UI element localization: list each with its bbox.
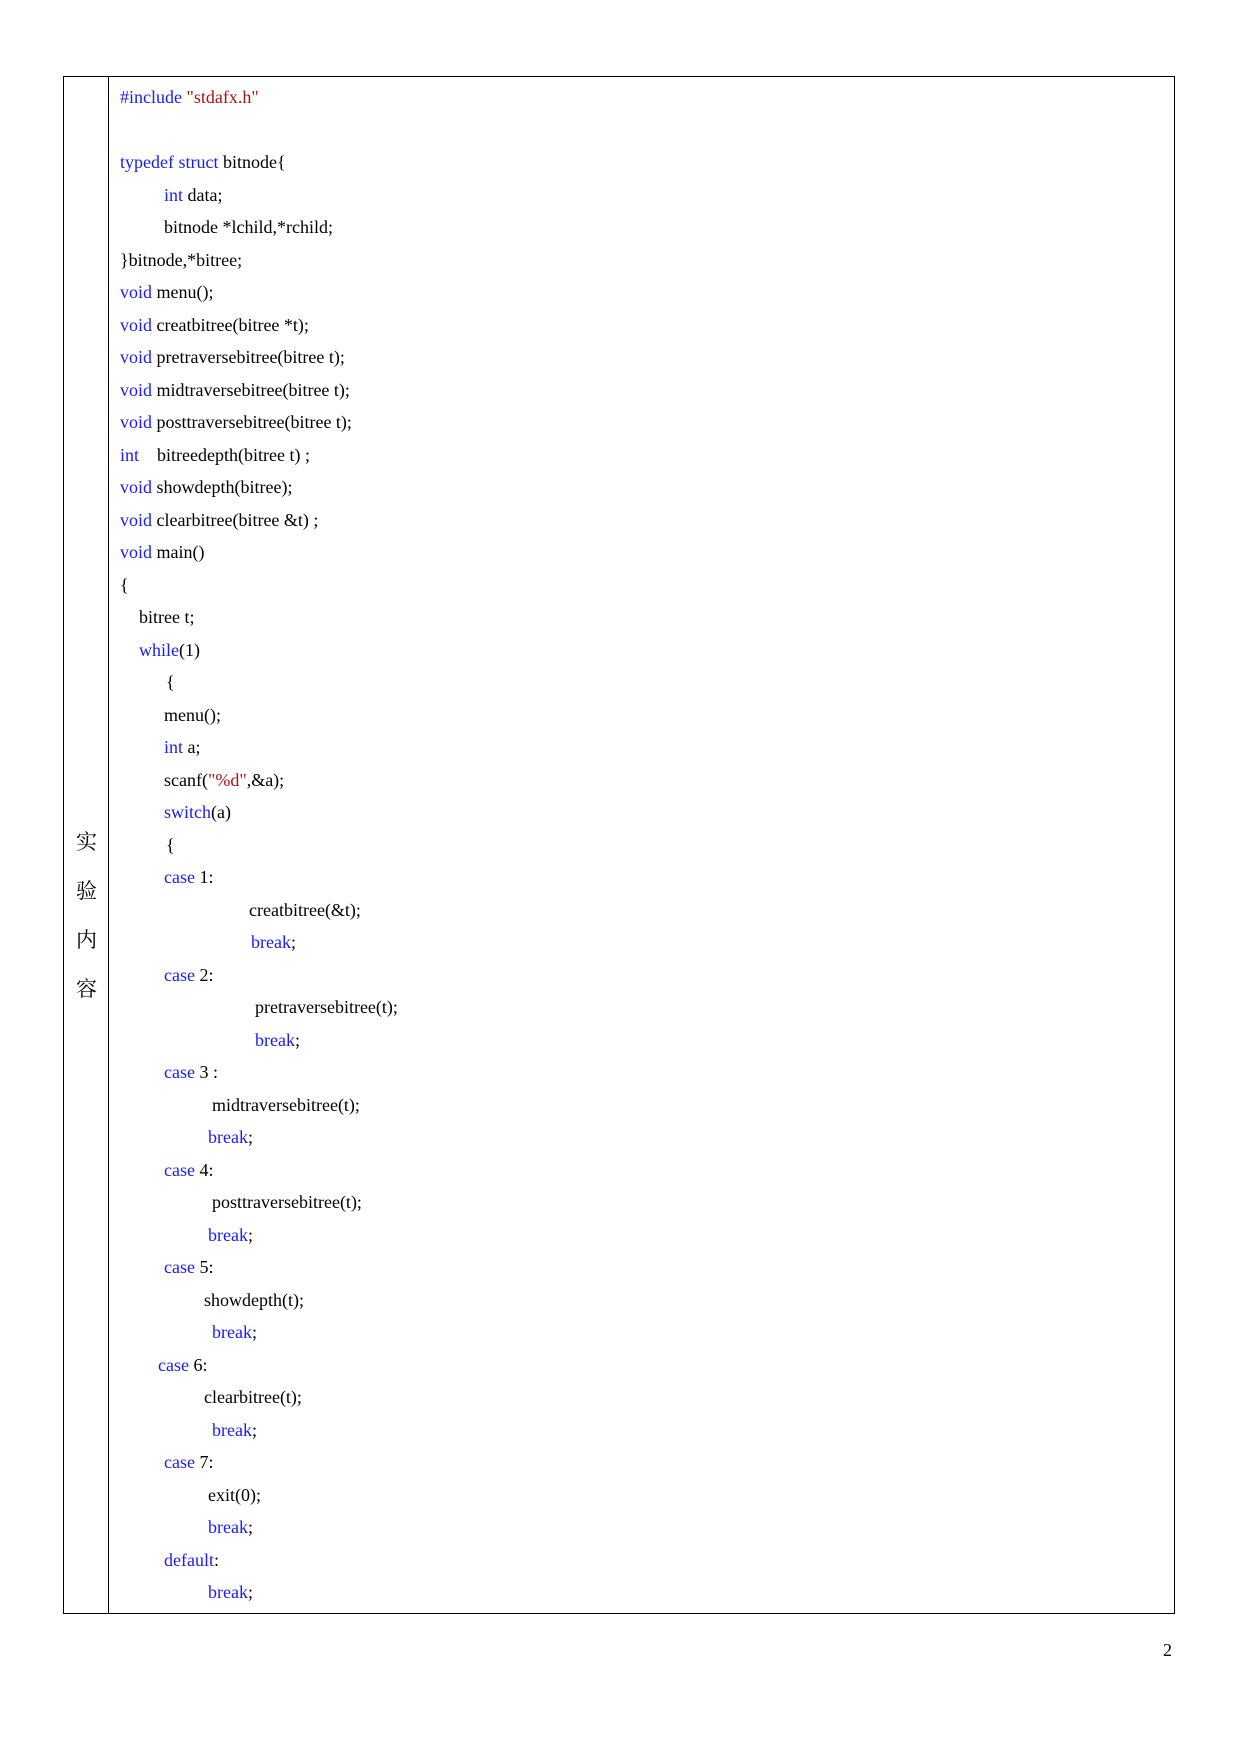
code-line	[120, 249, 242, 271]
code-text: ;	[294, 1030, 300, 1050]
code-line	[208, 1224, 253, 1246]
code-keyword: void	[120, 477, 157, 497]
code-text: menu();	[156, 282, 214, 302]
code-keyword: case	[164, 1160, 200, 1180]
code-text: ;	[247, 1127, 253, 1147]
code-line	[164, 216, 333, 238]
code-line	[251, 931, 296, 953]
code-string: "%d"	[207, 770, 247, 790]
code-keyword: void	[120, 542, 157, 562]
code-keyword: void	[120, 282, 157, 302]
code-text: 5:	[199, 1257, 214, 1277]
code-line	[120, 281, 214, 303]
code-line	[255, 996, 398, 1018]
code-line	[120, 574, 129, 596]
code-line	[164, 736, 201, 758]
code-text: (1)	[179, 640, 200, 660]
code-keyword: while	[139, 640, 179, 660]
code-keyword: break	[208, 1127, 248, 1147]
code-string: "stdafx.h"	[186, 87, 259, 107]
code-text: 3 :	[199, 1062, 218, 1082]
code-line	[212, 1094, 360, 1116]
code-keyword: switch	[164, 802, 211, 822]
code-line	[164, 704, 221, 726]
code-line	[164, 1549, 219, 1571]
code-line	[120, 314, 309, 336]
code-text: a;	[187, 737, 201, 757]
code-text: showdepth(bitree);	[156, 477, 293, 497]
code-text: ;	[247, 1582, 253, 1602]
code-keyword: case	[164, 1257, 200, 1277]
code-line	[120, 444, 310, 466]
code-keyword: void	[120, 315, 157, 335]
code-text: main()	[156, 542, 205, 562]
code-keyword: #include	[120, 87, 187, 107]
section-label-column	[64, 77, 109, 1613]
code-line	[208, 1126, 253, 1148]
code-line	[204, 1386, 302, 1408]
code-text: ;	[251, 1420, 257, 1440]
code-line	[139, 606, 194, 628]
code-text: (a)	[211, 802, 231, 822]
code-text: {	[120, 575, 129, 595]
code-text: creatbitree(bitree *t);	[156, 315, 309, 335]
code-keyword: case	[164, 867, 200, 887]
code-text: clearbitree(bitree &t) ;	[156, 510, 319, 530]
code-keyword: int	[120, 445, 144, 465]
code-text: bitnode *lchild,*rchild;	[164, 217, 333, 237]
code-keyword: void	[120, 380, 157, 400]
section-label-char: 容	[76, 977, 97, 1001]
experiment-table	[63, 76, 1175, 1614]
code-line	[120, 476, 292, 498]
code-keyword: break	[212, 1322, 252, 1342]
code-text: bitnode{	[222, 152, 286, 172]
code-line	[255, 1029, 300, 1051]
code-keyword: int	[164, 737, 188, 757]
code-line	[208, 1516, 253, 1538]
code-line	[166, 834, 175, 856]
code-line	[208, 1484, 261, 1506]
code-line	[120, 379, 350, 401]
code-text: menu();	[164, 705, 221, 725]
code-line	[164, 1256, 214, 1278]
section-label-char: 验	[76, 879, 97, 903]
code-listing	[120, 77, 1174, 1613]
code-text: ;	[247, 1225, 253, 1245]
code-keyword: default	[164, 1550, 214, 1570]
code-line	[212, 1191, 362, 1213]
code-line	[249, 899, 361, 921]
code-line	[164, 184, 223, 206]
code-line	[164, 1451, 214, 1473]
code-keyword: void	[120, 412, 157, 432]
code-text: showdepth(t);	[204, 1290, 304, 1310]
code-text: :	[213, 1550, 219, 1570]
code-text: 6:	[193, 1355, 208, 1375]
code-text: }bitnode,*bitree;	[120, 250, 243, 270]
code-text: midtraversebitree(t);	[212, 1095, 360, 1115]
code-line	[164, 1061, 218, 1083]
code-text: bitree t;	[139, 607, 195, 627]
code-keyword: break	[212, 1420, 252, 1440]
code-keyword: void	[120, 510, 157, 530]
code-text: 2:	[199, 965, 214, 985]
code-keyword: break	[208, 1582, 248, 1602]
code-text: {	[166, 672, 175, 692]
code-text: ;	[247, 1517, 253, 1537]
code-keyword: case	[158, 1355, 194, 1375]
section-label-char: 实	[76, 830, 97, 854]
code-line	[120, 541, 205, 563]
code-text: pretraversebitree(bitree t);	[156, 347, 345, 367]
code-line	[120, 151, 286, 173]
code-line	[204, 1289, 304, 1311]
code-text: creatbitree(&t);	[249, 900, 361, 920]
code-text: 7:	[199, 1452, 214, 1472]
code-keyword: case	[164, 1062, 200, 1082]
code-keyword: typedef struct	[120, 152, 223, 172]
code-keyword: void	[120, 347, 157, 367]
code-line	[120, 509, 318, 531]
section-label-char: 内	[76, 928, 97, 952]
code-text: ;	[290, 932, 296, 952]
code-text: data;	[187, 185, 223, 205]
code-line	[208, 1581, 253, 1603]
code-line	[212, 1321, 257, 1343]
code-text: {	[166, 835, 175, 855]
code-line	[139, 639, 200, 661]
code-keyword: int	[164, 185, 188, 205]
code-text: pretraversebitree(t);	[255, 997, 398, 1017]
code-line	[120, 346, 345, 368]
code-text: exit(0);	[208, 1485, 261, 1505]
code-keyword: break	[208, 1517, 248, 1537]
code-keyword: break	[251, 932, 291, 952]
code-text: 4:	[199, 1160, 214, 1180]
code-text: scanf(	[164, 770, 208, 790]
code-text: ,&a);	[246, 770, 285, 790]
code-line	[158, 1354, 208, 1376]
code-keyword: break	[255, 1030, 295, 1050]
code-line	[164, 964, 214, 986]
code-keyword: case	[164, 965, 200, 985]
section-label	[64, 830, 109, 1026]
page-number: 2	[1163, 1640, 1172, 1660]
code-text: 1:	[199, 867, 214, 887]
code-text: midtraversebitree(bitree t);	[156, 380, 350, 400]
code-text: posttraversebitree(bitree t);	[156, 412, 352, 432]
code-keyword: case	[164, 1452, 200, 1472]
code-text: posttraversebitree(t);	[212, 1192, 362, 1212]
code-line	[164, 866, 214, 888]
code-line	[166, 671, 175, 693]
code-line	[164, 1159, 214, 1181]
code-line	[164, 769, 284, 791]
code-line	[120, 411, 352, 433]
code-text: ;	[251, 1322, 257, 1342]
code-text: clearbitree(t);	[204, 1387, 302, 1407]
code-line	[212, 1419, 257, 1441]
code-keyword: break	[208, 1225, 248, 1245]
code-line	[164, 801, 231, 823]
code-line	[120, 86, 259, 108]
code-text: bitreedepth(bitree t) ;	[143, 445, 310, 465]
